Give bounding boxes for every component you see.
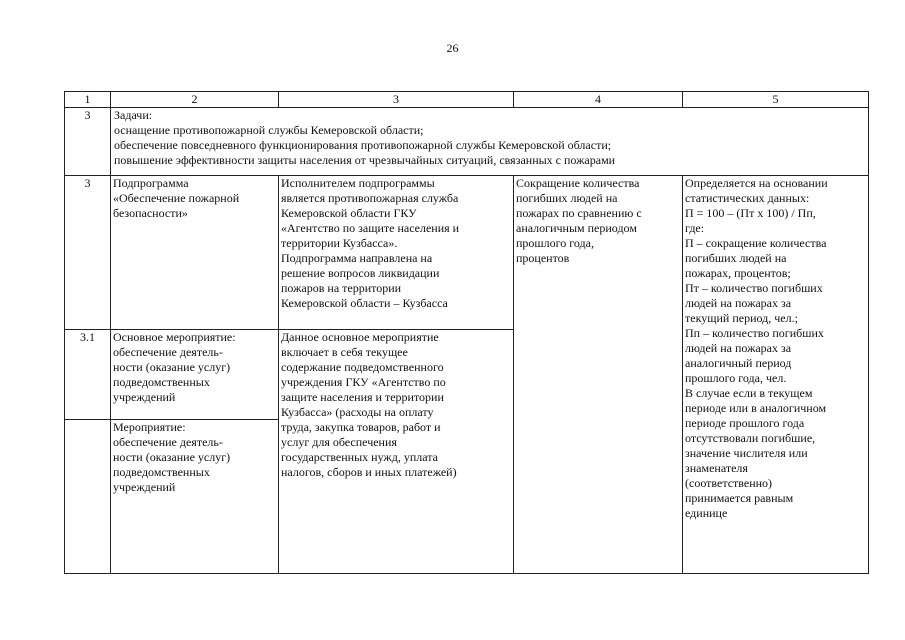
text-line: защите населения и территории xyxy=(281,390,444,404)
text-line: Подпрограмма xyxy=(113,176,189,190)
text-line: погибших людей на xyxy=(685,251,787,265)
text-line: процентов xyxy=(516,251,570,265)
text-line: погибших людей на xyxy=(516,191,618,205)
text-line: Пп – количество погибших xyxy=(685,326,824,340)
table-header-row xyxy=(65,92,869,108)
text-line: обеспечение деятель- xyxy=(113,345,223,359)
text-line: прошлого года, чел. xyxy=(685,371,787,385)
program-description-cell xyxy=(279,176,514,330)
text-line: Кемеровской области – Кузбасса xyxy=(281,296,448,310)
text-line: является противопожарная служба xyxy=(281,191,459,205)
program-row xyxy=(65,176,869,330)
task-item: повышение эффективности защиты населения от чрезвычайных ситуаций, связанных с пожарами xyxy=(114,153,616,167)
text-line: значение числителя или xyxy=(685,446,808,460)
text-line: Кузбасса» (расходы на оплату xyxy=(281,405,434,419)
main-activity-name-cell xyxy=(111,330,279,420)
text-line: включает в себя текущее xyxy=(281,345,408,359)
program-table xyxy=(64,91,869,574)
text-line: текущий период, чел.; xyxy=(685,311,798,325)
page-number: 26 xyxy=(446,41,459,55)
text-line: людей на пожарах за xyxy=(685,341,792,355)
text-line: знаменателя xyxy=(685,461,748,475)
tasks-title: Задачи: xyxy=(114,108,153,122)
text-line: В случае если в текущем xyxy=(685,386,813,400)
formula-line: П = 100 – (Пт x 100) / Пп, xyxy=(685,206,816,220)
text-line: учреждений xyxy=(113,390,176,404)
text-line: Пт – количество погибших xyxy=(685,281,823,295)
text-line: пожарах по сравнению с xyxy=(516,206,642,220)
task-item: обеспечение повседневного функционирования противопожарной службы Кемеровской области; xyxy=(114,138,612,152)
text-line: услуг для обеспечения xyxy=(281,435,397,449)
text-line: статистических данных: xyxy=(685,191,810,205)
text-line: людей на пожарах за xyxy=(685,296,792,310)
text-line: Данное основное мероприятие xyxy=(281,330,439,344)
text-line: «Агентство по защите населения и xyxy=(281,221,460,235)
text-line: периоде или в аналогичном xyxy=(685,401,827,415)
text-line: аналогичным периодом xyxy=(516,221,637,235)
text-line: государственных нужд, уплата xyxy=(281,450,438,464)
header-cell-4: 4 xyxy=(514,92,683,108)
text-line: где: xyxy=(685,221,705,235)
text-line: территории Кузбасса». xyxy=(281,236,398,250)
text-line: Кемеровской области ГКУ xyxy=(281,206,417,220)
text-line: Сокращение количества xyxy=(516,176,640,190)
text-line: безопасности» xyxy=(113,206,188,220)
text-line: «Обеспечение пожарной xyxy=(113,191,240,205)
row-number: 3 xyxy=(65,108,111,176)
text-line: пожаров на территории xyxy=(281,281,402,295)
header-cell-2: 2 xyxy=(111,92,279,108)
row-number: 3 xyxy=(65,176,111,330)
text-line: учреждения ГКУ «Агентство по xyxy=(281,375,446,389)
text-line: учреждений xyxy=(113,480,176,494)
program-name-cell xyxy=(111,176,279,330)
header-cell-3: 3 xyxy=(279,92,514,108)
text-line: Основное мероприятие: xyxy=(113,330,236,344)
text-line: Мероприятие: xyxy=(113,420,186,434)
row-number xyxy=(65,420,111,574)
text-line: Подпрограмма направлена на xyxy=(281,251,433,265)
text-line: подведомственных xyxy=(113,465,210,479)
header-cell-1: 1 xyxy=(65,92,111,108)
text-line: обеспечение деятель- xyxy=(113,435,223,449)
main-activity-description-cell xyxy=(279,330,514,574)
text-line: подведомственных xyxy=(113,375,210,389)
text-line: Исполнителем подпрограммы xyxy=(281,176,435,190)
text-line: налогов, сборов и иных платежей) xyxy=(281,465,457,479)
text-line: Определяется на основании xyxy=(685,176,828,190)
text-line: пожарах, процентов; xyxy=(685,266,791,280)
header-cell-5: 5 xyxy=(683,92,869,108)
activity-name-cell xyxy=(111,420,279,574)
task-item: оснащение противопожарной службы Кемеровской области; xyxy=(114,123,424,137)
text-line: отсутствовали погибшие, xyxy=(685,431,816,445)
text-line: принимается равным xyxy=(685,491,794,505)
text-line: содержание подведомственного xyxy=(281,360,444,374)
text-line: решение вопросов ликвидации xyxy=(281,266,440,280)
text-line: единице xyxy=(685,506,728,520)
text-line: аналогичный период xyxy=(685,356,792,370)
text-line: ности (оказание услуг) xyxy=(113,450,231,464)
calculation-method-cell xyxy=(683,176,869,574)
text-line: ности (оказание услуг) xyxy=(113,360,231,374)
text-line: прошлого года, xyxy=(516,236,594,250)
tasks-row xyxy=(65,108,869,176)
row-number: 3.1 xyxy=(65,330,111,420)
text-line: труда, закупка товаров, работ и xyxy=(281,420,441,434)
text-line: периоде прошлого года xyxy=(685,416,805,430)
text-line: (соответственно) xyxy=(685,476,773,490)
indicator-cell xyxy=(514,176,683,574)
tasks-cell xyxy=(111,108,869,176)
text-line: П – сокращение количества xyxy=(685,236,827,250)
